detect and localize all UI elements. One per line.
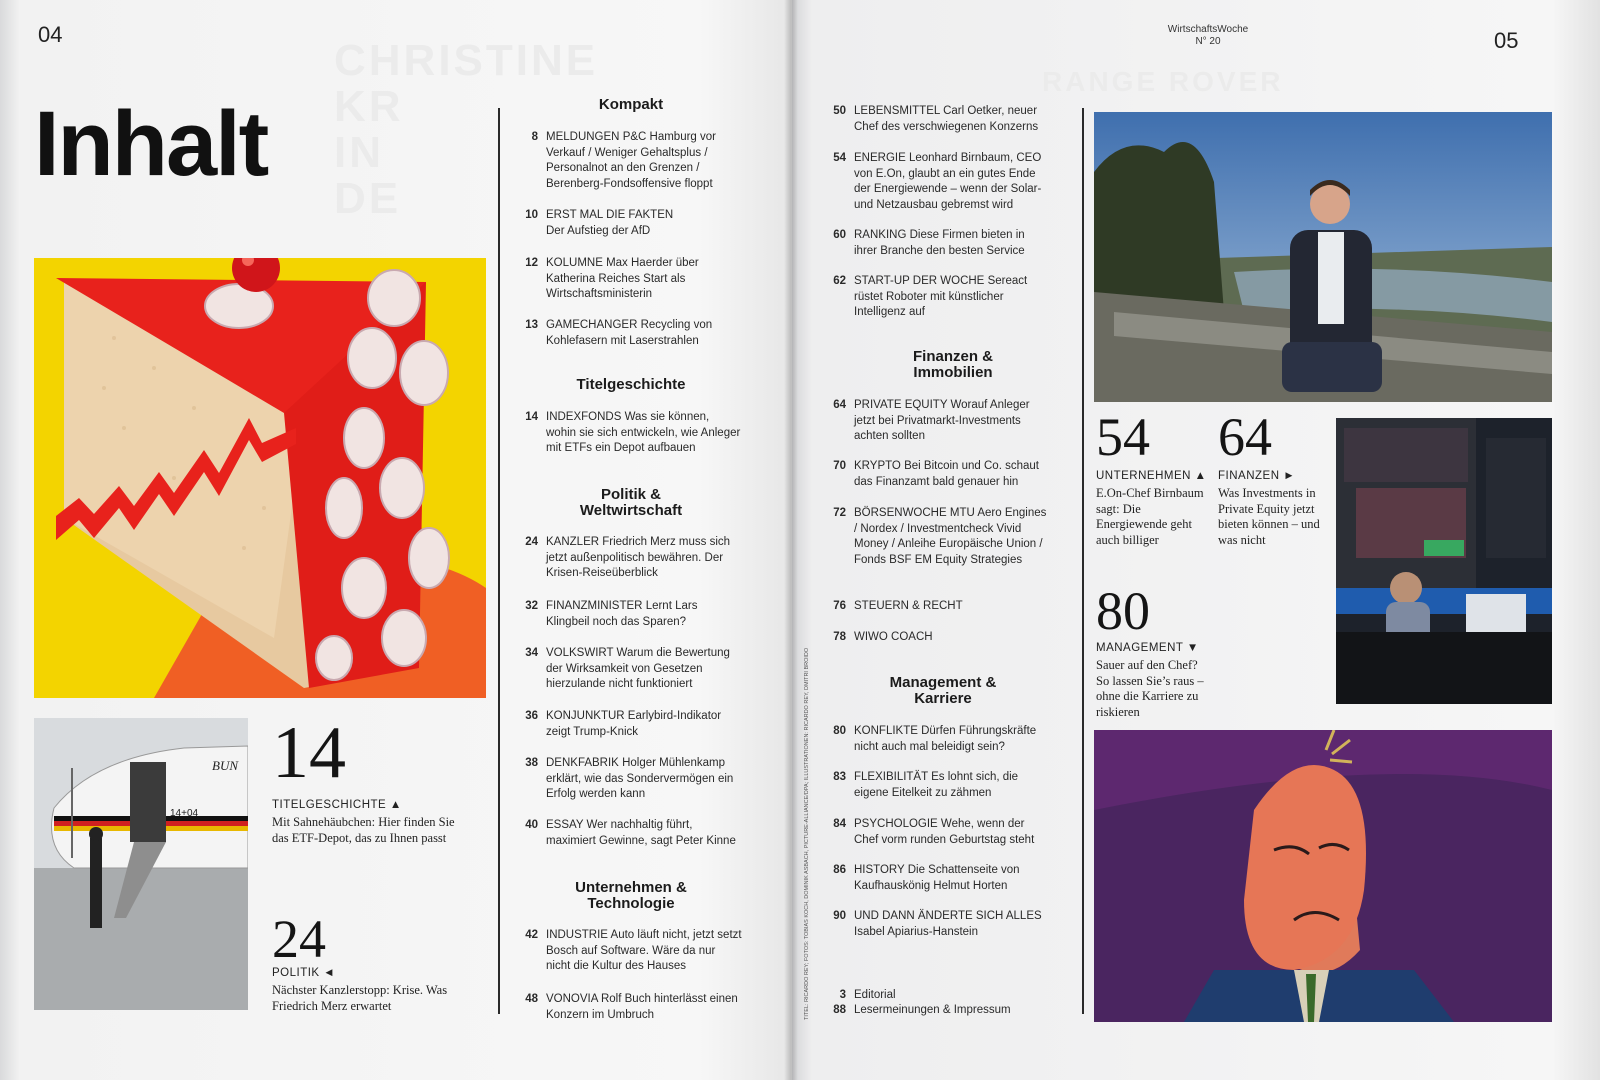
toc-text: Dürfen Führungskräfte nicht auch mal beleidigt sein? xyxy=(854,725,1037,753)
toc-keyword: STEUERN & RECHT xyxy=(854,600,963,612)
toc-page-number: 24 xyxy=(525,536,538,548)
toc-text: Editorial xyxy=(854,989,896,1001)
toc-page-number: 90 xyxy=(833,910,846,922)
feature-label: FINANZEN ► xyxy=(1218,470,1296,482)
toc-text: Es lohnt sich, die eigene Eitelkeit zu zähmen xyxy=(854,771,1019,799)
toc-entry[interactable] xyxy=(826,909,1058,941)
toc-keyword: ESSAY xyxy=(546,819,584,831)
toc-keyword: HISTORY xyxy=(854,864,905,876)
column-rule xyxy=(498,108,500,1014)
toc-keyword: UND DANN ÄNDERTE SICH ALLES xyxy=(854,910,1042,922)
toc-page-number: 70 xyxy=(833,460,846,472)
toc-keyword: RANKING xyxy=(854,229,907,241)
toc-keyword: BÖRSENWOCHE xyxy=(854,507,947,519)
feature-number: 14 xyxy=(272,712,346,794)
left-page xyxy=(0,0,792,1080)
toc-page-number: 64 xyxy=(833,399,846,411)
feature-label: TITELGESCHICHTE ▲ xyxy=(272,799,402,811)
trading-floor-photo xyxy=(1336,418,1552,704)
toc-text: Holger Mühlenkamp erklärt, wie das Sondervermögen ein Erfolg werden kann xyxy=(546,757,734,800)
toc-entry[interactable] xyxy=(518,928,748,974)
toc-text: Worauf Anleger jetzt bei Privatmarkt-Investments achten sollten xyxy=(854,399,1030,442)
toc-page-number: 62 xyxy=(833,275,846,287)
toc-page-number: 48 xyxy=(525,993,538,1005)
section-heading-titelgeschichte: Titelgeschichte xyxy=(576,376,686,393)
toc-page-number: 12 xyxy=(525,257,538,269)
feature-teaser: Mit Sahnehäubchen: Hier finden Sie das ETF-Depot, das zu Ihnen passt xyxy=(272,815,455,845)
toc-keyword: ERST MAL DIE FAKTEN xyxy=(546,209,674,221)
toc-keyword: DENKFABRIK xyxy=(546,757,619,769)
toc-entry[interactable] xyxy=(826,274,1058,320)
toc-entry[interactable] xyxy=(826,599,1058,615)
toc-entry[interactable] xyxy=(518,709,748,741)
toc-entry[interactable] xyxy=(518,256,748,302)
feature-teaser: Nächster Kanzlerstopp: Krise. Was Friedrich Merz erwartet xyxy=(272,983,448,1013)
toc-text: Was sie können, wohin sie sich entwickeln, wie Anleger mit ETFs ein Depot aufbauen xyxy=(546,411,741,454)
toc-page-number: 54 xyxy=(833,152,846,164)
toc-entry[interactable] xyxy=(518,646,748,692)
toc-keyword: VOLKSWIRT xyxy=(546,647,614,659)
toc-text: Leonhard Birnbaum, CEO von E.On, glaubt an ein gutes Ende der Energiewende – wenn der Solar- und Netzausbau gebremst wird xyxy=(854,152,1042,211)
feature-label: POLITIK ◄ xyxy=(272,967,336,979)
toc-keyword: MELDUNGEN xyxy=(546,131,620,143)
section-heading-unternehmen: Unternehmen & Technologie xyxy=(575,879,687,912)
toc-keyword: KONJUNKTUR xyxy=(546,710,625,722)
toc-text: Sereact rüstet Roboter mit künstlicher Intelligenz auf xyxy=(854,275,1028,318)
toc-page-number: 72 xyxy=(833,507,846,519)
toc-text: Isabel Apiarius-Hanstein xyxy=(854,925,979,938)
toc-page-number: 83 xyxy=(833,771,846,783)
toc-entry[interactable] xyxy=(518,130,748,192)
feature-label: UNTERNEHMEN ▲ xyxy=(1096,470,1207,482)
toc-keyword: FLEXIBILITÄT xyxy=(854,771,928,783)
toc-page-number: 36 xyxy=(525,710,538,722)
toc-text: Bei Bitcoin und Co. schaut das Finanzamt bald genauer hin xyxy=(854,460,1039,488)
toc-keyword: KRYPTO xyxy=(854,460,901,472)
page-number-right: 05 xyxy=(1494,28,1519,53)
feature-number: 80 xyxy=(1096,581,1150,641)
toc-entry[interactable] xyxy=(518,599,748,631)
toc-entry[interactable] xyxy=(518,535,748,581)
toc-page-number: 13 xyxy=(525,319,538,331)
toc-page-number: 80 xyxy=(833,725,846,737)
toc-entry[interactable] xyxy=(518,992,748,1024)
toc-page-number: 40 xyxy=(525,819,538,831)
page-number-left: 04 xyxy=(38,22,63,47)
ghost-line: IN xyxy=(334,128,384,177)
toc-text: Wer nachhaltig führt, maximiert Gewinne, sagt Peter Kinne xyxy=(546,819,736,847)
toc-page-number: 88 xyxy=(833,1004,846,1016)
toc-keyword: KONFLIKTE xyxy=(854,725,918,737)
toc-text: P&C Hamburg vor Verkauf / Weniger Gehaltsplus / Personalnot an den Grenzen / Berenberg-Fondsoffensive floppt xyxy=(546,131,716,190)
toc-text: Carl Oetker, neuer Chef des verschwiegenen Konzerns xyxy=(854,105,1039,133)
feature-number: 54 xyxy=(1096,407,1150,467)
toc-entry[interactable] xyxy=(826,1003,1058,1019)
ceo-landscape-illustration xyxy=(1094,112,1552,402)
toc-keyword: VONOVIA xyxy=(546,993,598,1005)
section-heading-kompakt: Kompakt xyxy=(598,96,664,113)
spine-shadow xyxy=(784,0,798,1080)
toc-keyword: INDUSTRIE xyxy=(546,929,608,941)
toc-text: Lesermeinungen & Impressum xyxy=(854,1004,1011,1016)
toc-entry[interactable] xyxy=(826,506,1058,584)
toc-page-number: 3 xyxy=(839,989,846,1001)
plane-lettering: BUN xyxy=(212,758,238,773)
toc-keyword: FINANZMINISTER xyxy=(546,600,643,612)
toc-text: Max Haerder über Katherina Reiches Start als Wirtschaftsministerin xyxy=(546,257,699,300)
toc-entry[interactable] xyxy=(518,818,748,850)
photo-credits: TITEL: RICARDO REY; FOTOS: TOBIAS KOCH, DOMINIK ASBACH, PICTURE-ALLIANCE/DPA; ILLUSTRATIONEN: RICARDO REY, DMITRI BROIDO xyxy=(804,647,810,1020)
toc-keyword: GAMECHANGER xyxy=(546,319,638,331)
toc-text: Earlybird-Indikator zeigt Trump-Knick xyxy=(546,710,722,738)
toc-page-number: 8 xyxy=(531,131,538,143)
feature-teaser: Sauer auf den Chef? So lassen Sie’s raus – ohne die Karriere zu riskieren xyxy=(1096,658,1204,719)
sausage-illustration-photo xyxy=(1094,730,1552,1022)
sausage-illustration xyxy=(1094,730,1552,1022)
toc-keyword: LEBENSMITTEL xyxy=(854,105,940,117)
toc-page-number: 14 xyxy=(525,411,538,423)
toc-keyword: INDEXFONDS xyxy=(546,411,622,423)
trading-floor-illustration xyxy=(1336,418,1552,704)
plane-photo xyxy=(34,718,248,1010)
toc-text: Der Aufstieg der AfD xyxy=(546,224,651,237)
ghost-line: KR xyxy=(334,82,404,131)
toc-page-number: 10 xyxy=(525,209,538,221)
toc-keyword: WIWO COACH xyxy=(854,631,933,643)
toc-page-number: 32 xyxy=(525,600,538,612)
ghost-line: CHRISTINE xyxy=(334,36,599,85)
feature-teaser: Was Investments in Private Equity jetzt bieten können – und was nicht xyxy=(1218,486,1320,547)
toc-text: MTU Aero Engines / Nordex / Investmentcheck Vivid Money / Anleihe Europäische Union / Fonds BSF EM Equity Strategies xyxy=(854,507,1047,566)
toc-page-number: 84 xyxy=(833,818,846,830)
feature-number: 24 xyxy=(272,909,326,969)
toc-page-number: 76 xyxy=(833,600,846,612)
toc-entry[interactable] xyxy=(826,863,1058,895)
plane-illustration xyxy=(34,718,248,1010)
section-heading-politik: Politik & Weltwirtschaft xyxy=(579,486,683,519)
toc-keyword: PSYCHOLOGIE xyxy=(854,818,938,830)
magazine-name: WirtschaftsWoche xyxy=(1167,24,1249,35)
toc-entry[interactable] xyxy=(826,151,1058,213)
toc-keyword: KANZLER xyxy=(546,536,600,548)
toc-text: Recycling von Kohlefasern mit Laserstrahlen xyxy=(546,319,713,347)
toc-page-number: 38 xyxy=(525,757,538,769)
toc-entry[interactable] xyxy=(826,228,1058,260)
toc-page-number: 86 xyxy=(833,864,846,876)
toc-entry[interactable] xyxy=(518,318,748,350)
column-rule xyxy=(1082,108,1084,1014)
page-title: Inhalt xyxy=(34,93,268,195)
feature-teaser: E.On-Chef Birnbaum sagt: Die Energiewende geht auch billiger xyxy=(1096,486,1204,547)
toc-entry[interactable] xyxy=(518,208,748,240)
section-heading-management: Management & Karriere xyxy=(889,674,997,707)
toc-text: Die Schattenseite von Kaufhauskönig Helmut Horten xyxy=(854,864,1020,892)
toc-text: Diese Firmen bieten in ihrer Branche den besten Service xyxy=(854,229,1025,257)
toc-entry[interactable] xyxy=(826,104,1058,136)
toc-text: Auto läuft nicht, jetzt setzt Bosch auf Software. Wäre da nur nicht die Kultur des Hauses xyxy=(546,929,742,972)
toc-keyword: PRIVATE EQUITY xyxy=(854,399,948,411)
issue-number: N° 20 xyxy=(1195,36,1221,47)
toc-text: Rolf Buch hinterlässt einen Konzern im Umbruch xyxy=(546,993,738,1021)
toc-entry[interactable] xyxy=(826,398,1058,444)
toc-page-number: 78 xyxy=(833,631,846,643)
ghost-line: DE xyxy=(334,174,402,223)
toc-keyword: ENERGIE xyxy=(854,152,906,164)
cover-cake-image xyxy=(34,258,486,698)
toc-entry[interactable] xyxy=(518,410,748,456)
toc-text: Warum die Bewertung der Wirksamkeit von Gesetzen hierzulande nicht funktioniert xyxy=(546,647,730,690)
toc-entry[interactable] xyxy=(826,770,1058,802)
section-heading-finanzen: Finanzen & Immobilien xyxy=(912,348,993,381)
toc-entry[interactable] xyxy=(826,817,1058,849)
ceo-landscape-photo xyxy=(1094,112,1552,402)
toc-entry[interactable] xyxy=(826,988,1058,1004)
toc-page-number: 42 xyxy=(525,929,538,941)
feature-label: MANAGEMENT ▼ xyxy=(1096,642,1199,654)
masthead xyxy=(1163,24,1253,48)
toc-entry[interactable] xyxy=(518,756,748,802)
toc-keyword: KOLUMNE xyxy=(546,257,603,269)
toc-page-number: 50 xyxy=(833,105,846,117)
ghost-headline: RANGE ROVER xyxy=(1042,66,1284,97)
toc-page-number: 60 xyxy=(833,229,846,241)
feature-number: 64 xyxy=(1218,407,1272,467)
toc-text: Wehe, wenn der Chef vorm runden Geburtstag steht xyxy=(854,818,1035,846)
plane-registration: 14+04 xyxy=(170,808,199,819)
toc-entry[interactable] xyxy=(826,630,1058,646)
toc-entry[interactable] xyxy=(826,459,1058,491)
toc-text: Friedrich Merz muss sich jetzt außenpolitisch bewähren. Der Krisen-Reiseüberblick xyxy=(546,536,731,579)
toc-entry[interactable] xyxy=(826,724,1058,756)
toc-keyword: START-UP DER WOCHE xyxy=(854,275,985,287)
toc-text: Lernt Lars Klingbeil noch das Sparen? xyxy=(546,600,698,628)
cake-illustration xyxy=(34,258,486,698)
toc-page-number: 34 xyxy=(525,647,538,659)
